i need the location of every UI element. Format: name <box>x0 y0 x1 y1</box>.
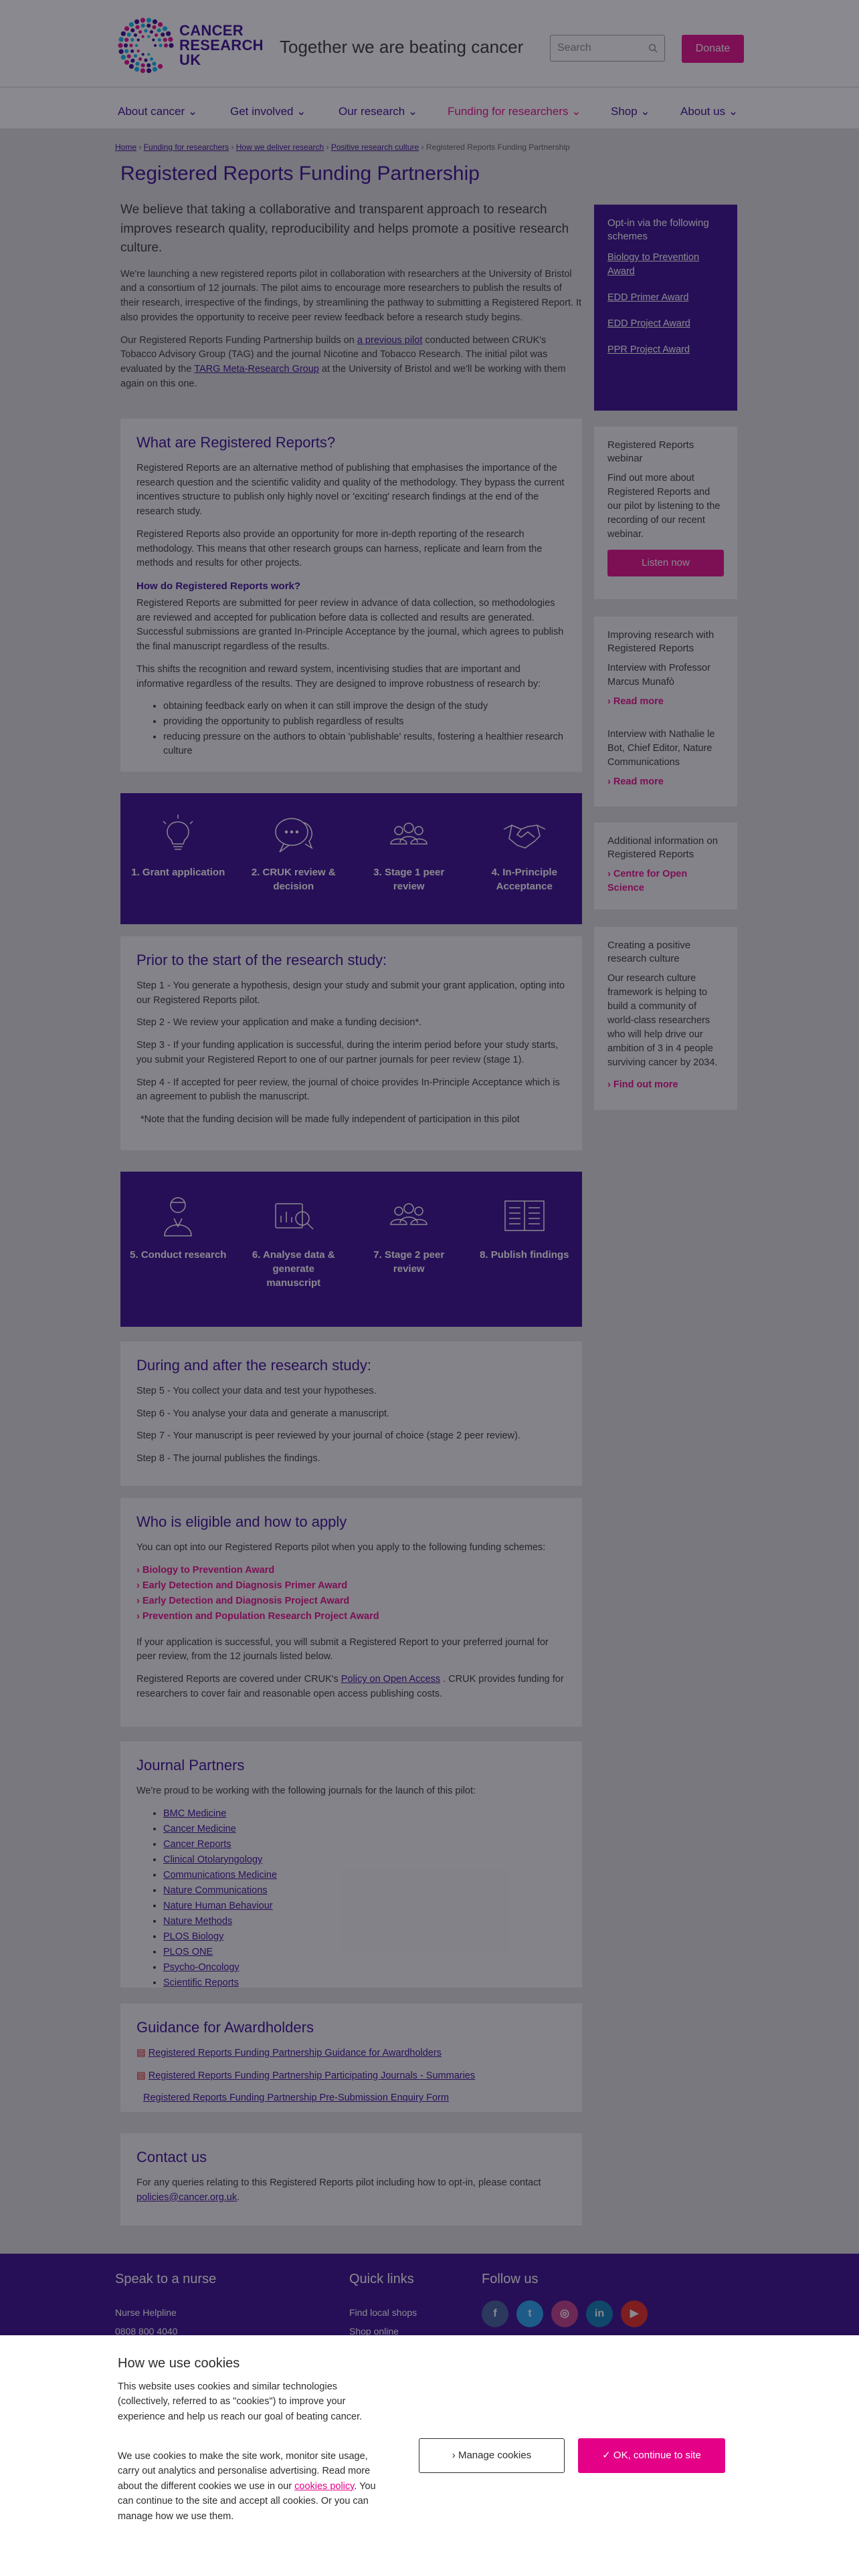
cookie-banner <box>0 2335 859 2576</box>
cookie-text-2: We use cookies to make the site work, monitor site usage, carry out analytics and personalise advertising. Read more about the different cookies we use in our cookies policy. You can continue to the site and accept all cookies. Or you can manage how we use them. <box>118 2451 376 2522</box>
cookie-text: This website uses cookies and similar technologies (collectively, referred to as "cookies") to improve your experience and help us reach our goal of beating cancer. <box>118 2381 363 2422</box>
cookie-title: How we use cookies <box>118 2356 240 2371</box>
accept-cookies-button[interactable]: ✓ OK, continue to site <box>578 2438 725 2473</box>
manage-cookies-button[interactable]: › Manage cookies <box>419 2438 565 2473</box>
cookies-policy-link[interactable]: cookies policy <box>294 2480 355 2492</box>
